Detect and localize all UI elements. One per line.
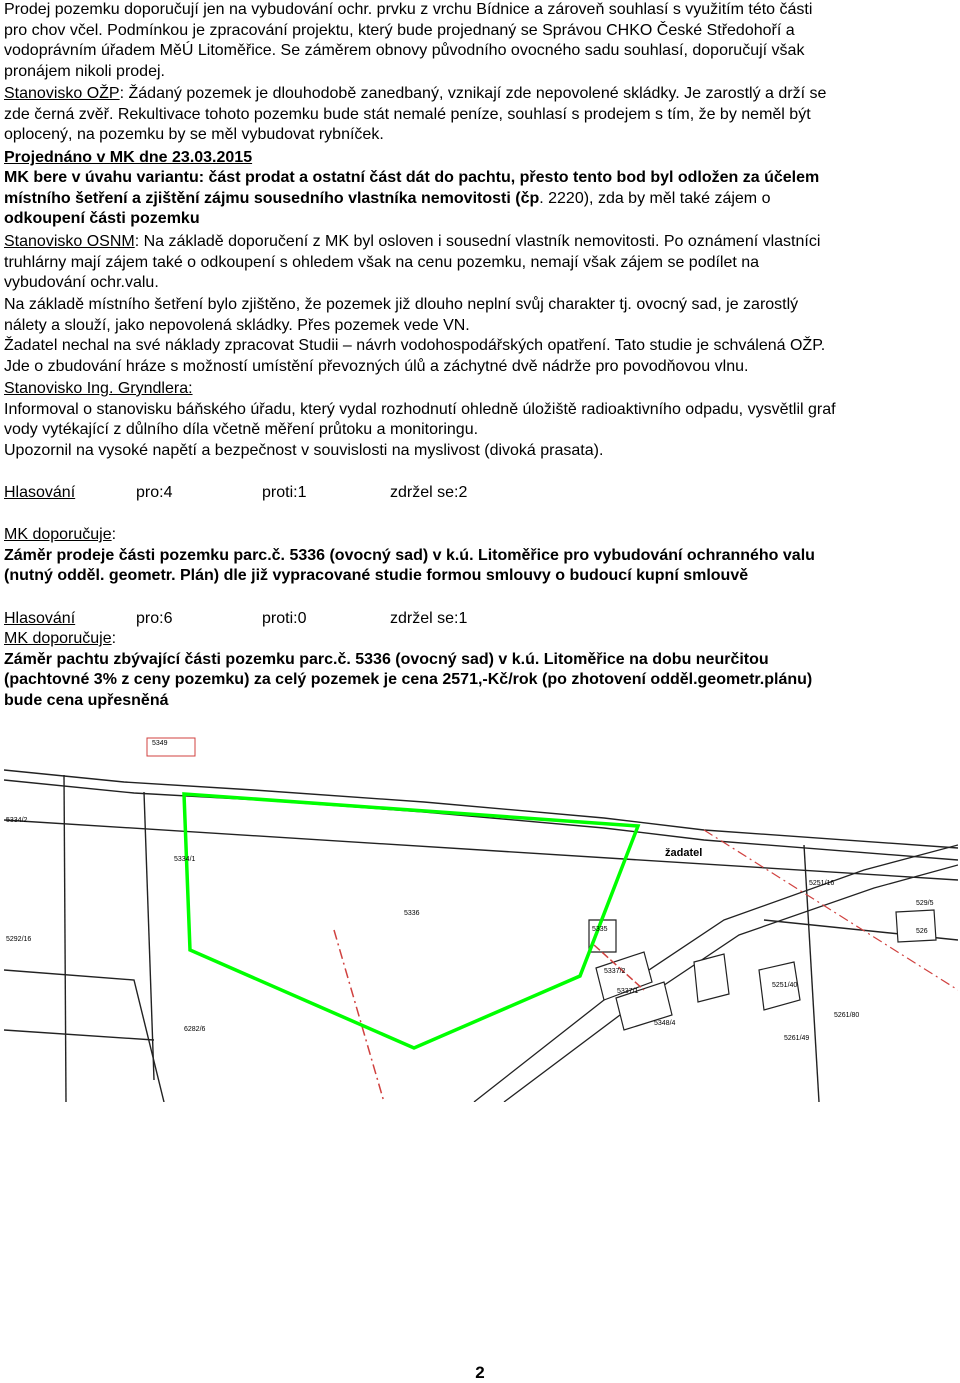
parcel-label: 5335 (592, 926, 608, 933)
vote-label: Hlasování (4, 610, 76, 627)
osnm-text: vybudování ochr.valu. (4, 274, 159, 291)
vote-against: proti:1 (262, 484, 307, 501)
recommendation-label: MK doporučuje (4, 526, 112, 543)
parcel-label: 5261/49 (784, 1035, 810, 1042)
osnm-label: Stanovisko OSNM (4, 233, 135, 250)
text-line: Žadatel nechal na své náklady zpracovat Studii – návrh vodohospodářských opatření. Tato studie je schválená OŽP. (4, 337, 826, 354)
ozp-text: zde černá zvěř (4, 105, 109, 123)
ozp-text: : Žádaný pozemek je dlouhodobě zanedbaný, vznikají zde nepovolené skládky. Je zarostlý a drží se (119, 85, 827, 102)
parcel-label: 5336 (404, 910, 420, 917)
mk-variant (4, 168, 957, 230)
parcel-label: 5292/16 (6, 936, 32, 943)
text-line: bude cena upřesněná (4, 691, 169, 709)
text-line: pronájem nikoli prodej. (4, 62, 165, 80)
parcel-label: 5251/16 (809, 880, 835, 887)
vote-result (4, 609, 604, 629)
intro-paragraph (4, 0, 957, 82)
gryndler-label: Stanovisko Ing. Gryndlera: (4, 380, 193, 397)
parcel-label: 5349 (152, 740, 168, 747)
gryndler-statement (4, 379, 957, 461)
map-drawing (4, 730, 958, 1102)
text-line: čp (520, 189, 540, 207)
parcel-label: 5334/2 (6, 817, 28, 824)
vote-label: Hlasování (4, 484, 76, 501)
discussed-heading: Projednáno v MK dne 23.03.2015 (4, 149, 253, 166)
text-line: Upozornil na vysoké napětí a bezpečnost v souvislosti na myslivost (divoká prasata). (4, 441, 604, 459)
text-line: vodoprávním úřadem MěÚ Litoměřice. Se záměrem obnovy původního ovocného sadu souhlasí, doporučují však (4, 42, 805, 59)
text-line: nálety a slouží, jako nepovolená skládky. Přes pozemek vede VN. (4, 316, 470, 334)
page-number: 2 (475, 1363, 485, 1382)
vote-abstain: zdržel se:1 (390, 610, 468, 627)
text-line: (nutný odděl. geometr. Plán) dle již vypracované studie formou smlouvy o budoucí kupní smlouvě (4, 567, 749, 584)
vote-abstain: zdržel se:2 (390, 484, 468, 501)
parcel-label: 6282/6 (184, 1026, 206, 1033)
recommendation-label: MK doporučuje (4, 630, 112, 647)
text-line: vody vytékající z důlního díla včetně měření průtoku a monitoringu. (4, 421, 479, 438)
parcel-label: 5334/1 (174, 856, 196, 863)
text-line: Jde o zbudování hráze s možností umístění převozných úlů a záchytné dvě nádrže pro povodňovou vlnu. (4, 357, 749, 375)
parcel-label: 5337/1 (617, 988, 639, 995)
colon: : (111, 630, 117, 647)
text-line: (pachtovné 3% z ceny pozemku) za celý pozemek je cena 2571,-Kč/rok (po zhotovení odděl.geometr.plánu) (4, 671, 813, 688)
colon: : (111, 526, 117, 543)
text-line: . 2220), zda by měl také zájem o (539, 189, 771, 207)
vote-for: pro:4 (136, 484, 173, 501)
recommendation (4, 629, 957, 711)
osnm-statement (4, 232, 957, 294)
parcel-label: 526 (916, 928, 928, 935)
applicant-label: žadatel (665, 847, 703, 859)
parcel-label: 5348/4 (654, 1020, 676, 1027)
parcel-label: 529/5 (916, 900, 934, 907)
parcel-label: 5261/80 (834, 1012, 860, 1019)
text-line: Na základě místního šetření bylo zjištěno, že pozemek již dlouho neplní svůj charakter tj. ovocný sad, je zarostlý (4, 296, 799, 313)
text-line: odkoupení části pozemku (4, 210, 200, 227)
survey-paragraph (4, 295, 957, 377)
text-line: místního šetření a zjištění zájmu sousedního vlastníka nemovitosti ( (4, 189, 521, 207)
text-line: Informoval o stanovisku báňského úřadu, který vydal rozhodnutí ohledně úložiště radioaktivního odpadu, vysvětlil graf (4, 400, 836, 418)
vote-for: pro:6 (136, 610, 173, 627)
parcel-label: 5337/2 (604, 968, 626, 975)
ozp-text: oplocený, na pozemku by se měl vybudovat rybníček. (4, 126, 384, 143)
vote-result (4, 483, 604, 503)
text-line: pro chov včel. Podmínkou je zpracování projektu, který bude projednaný se Správou CHKO České Středohoří a (4, 21, 795, 39)
cadastral-map (4, 730, 958, 1102)
osnm-text: : Na základě doporučení z MK byl osloven i sousední vlastník nemovitosti. Po oznámení vlastníci (134, 233, 821, 250)
text-line: Záměr pachtu zbývající části pozemku parc.č. 5336 (ovocný sad) v k.ú. Litoměřice na dobu neurčitou (4, 650, 769, 668)
text-line: MK bere v úvahu variantu: část prodat a ostatní část dát do pachtu, přesto tento bod byl odložen za účelem (4, 169, 820, 186)
ozp-text: . Rekultivace tohoto pozemku bude stát nemalé peníze, souhlasí s prodejem s tím, že by neměl být (108, 105, 811, 123)
recommendation (4, 525, 957, 587)
text-line: Záměr prodeje části pozemku parc.č. 5336 (ovocný sad) v k.ú. Litoměřice pro vybudování ochranného valu (4, 546, 815, 564)
ozp-label: Stanovisko OŽP (4, 85, 120, 102)
vote-against: proti:0 (262, 610, 307, 627)
parcel-label: 5251/40 (772, 982, 798, 989)
text-line: Prodej pozemku doporučují jen na vybudování ochr. prvku z vrchu Bídnice a zároveň souhlasí s využitím této části (4, 1, 813, 18)
ozp-statement (4, 84, 957, 146)
osnm-text: truhlárny mají zájem také o odkoupení s ohledem však na cenu pozemku, nemají však zájem se podílet na (4, 253, 760, 271)
